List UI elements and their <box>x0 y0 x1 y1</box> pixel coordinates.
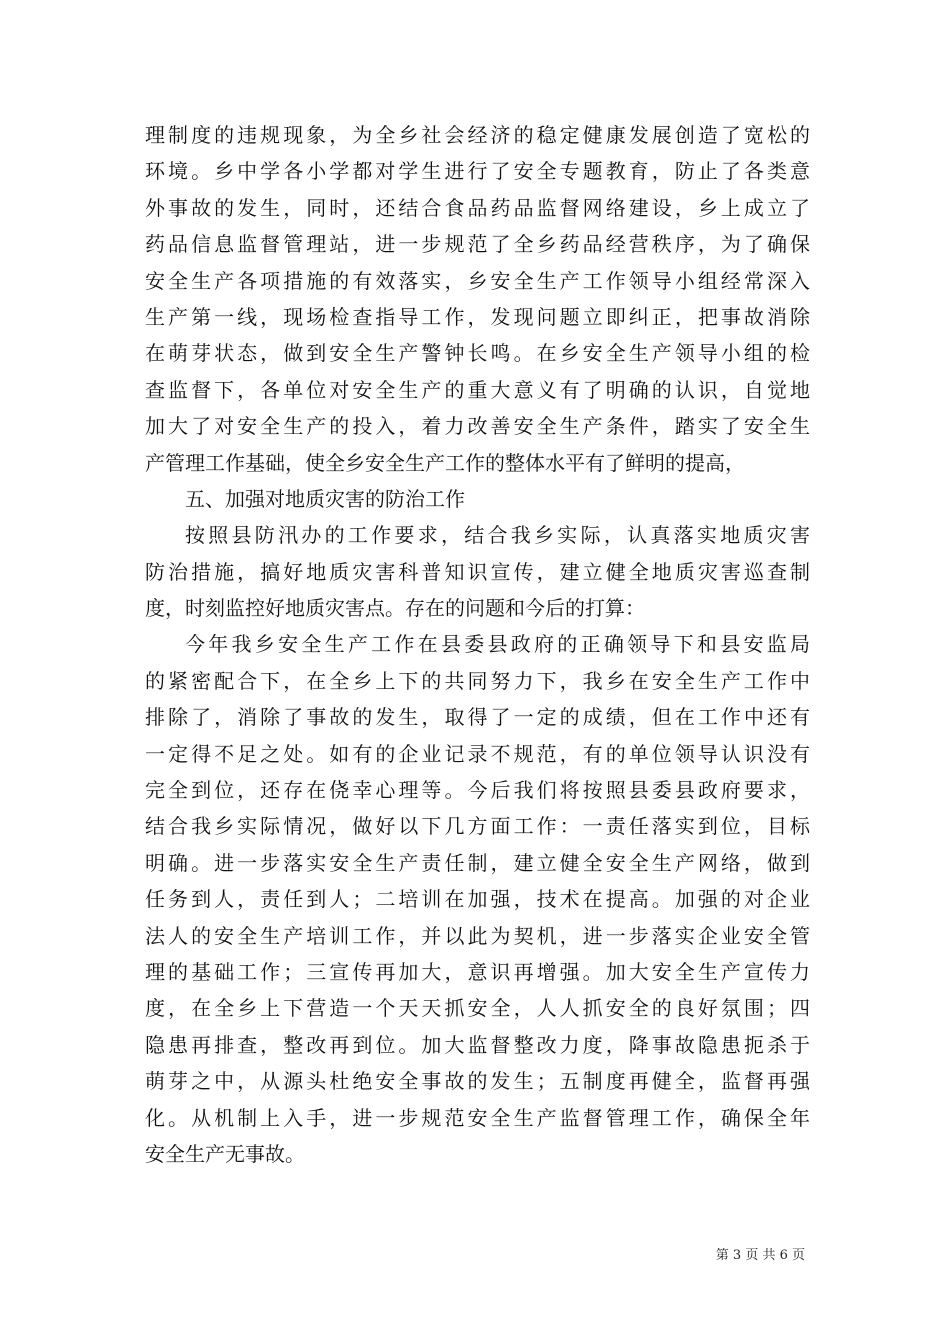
document-body <box>145 117 810 1172</box>
text-line: 外事故的发生，同时，还结合食品药品监督网络建设，乡上成立了 <box>145 195 810 220</box>
text-line: 生产第一线，现场检查指导工作，发现问题立即纠正，把事故消除 <box>145 304 810 329</box>
text-line: 任务到人，责任到人；二培训在加强，技术在提高。加强的对企业 <box>145 887 810 912</box>
paragraph-problems-and-plans <box>145 626 810 1172</box>
text-line: 化。从机制上入手，进一步规范安全生产监督管理工作，确保全年 <box>145 1105 810 1130</box>
text-line: 产管理工作基础，使全乡安全生产工作的整体水平有了鲜明的提高， <box>145 450 745 475</box>
text-line: 一定得不足之处。如有的企业记录不规范，有的单位领导认识没有 <box>145 741 810 766</box>
text-line: 排除了，消除了事故的发生，取得了一定的成绩，但在工作中还有 <box>145 705 810 730</box>
text-line: 今年我乡安全生产工作在县委县政府的正确领导下和县安监局 <box>185 632 810 657</box>
text-line: 隐患再排查，整改再到位。加大监督整改力度，降事故隐患扼杀于 <box>145 1032 810 1057</box>
text-line: 度，在全乡上下营造一个天天抓安全，人人抓安全的良好氛围；四 <box>145 996 810 1021</box>
text-line: 法人的安全生产培训工作，并以此为契机，进一步落实企业安全管 <box>145 923 810 948</box>
text-line: 五、加强对地质灾害的防治工作 <box>185 486 465 511</box>
text-line: 安全生产无事故。 <box>145 1141 305 1166</box>
text-line: 理的基础工作；三宣传再加大，意识再增强。加大安全生产宣传力 <box>145 959 810 984</box>
text-line: 按照县防汛办的工作要求，结合我乡实际，认真落实地质灾害 <box>185 523 810 548</box>
text-line: 完全到位，还存在侥幸心理等。今后我们将按照县委县政府要求， <box>145 778 810 803</box>
text-line: 的紧密配合下，在全乡上下的共同努力下，我乡在安全生产工作中 <box>145 668 810 693</box>
page-number-footer: 第 3 页 共 6 页 <box>715 1248 805 1263</box>
text-line: 度，时刻监控好地质灾害点。存在的问题和今后的打算： <box>145 596 645 621</box>
text-line: 在萌芽状态，做到安全生产警钟长鸣。在乡安全生产领导小组的检 <box>145 341 810 366</box>
paragraph-safety-supervision <box>145 117 810 481</box>
text-line: 环境。乡中学各小学都对学生进行了安全专题教育，防止了各类意 <box>145 159 810 184</box>
text-line: 加大了对安全生产的投入，着力改善安全生产条件，踏实了安全生 <box>145 414 810 439</box>
text-line: 理制度的违规现象，为全乡社会经济的稳定健康发展创造了宽松的 <box>145 123 810 147</box>
text-line: 萌芽之中，从源头杜绝安全事故的发生；五制度再健全，监督再强 <box>145 1069 810 1094</box>
text-line: 药品信息监督管理站，进一步规范了全乡药品经营秩序，为了确保 <box>145 232 810 257</box>
text-line: 安全生产各项措施的有效落实，乡安全生产工作领导小组经常深入 <box>145 268 810 293</box>
section-heading-geological-disaster <box>145 481 810 517</box>
text-line: 查监督下，各单位对安全生产的重大意义有了明确的认识，自觉地 <box>145 377 810 402</box>
text-line: 结合我乡实际情况，做好以下几方面工作：一责任落实到位，目标 <box>145 814 810 839</box>
text-line: 明确。进一步落实安全生产责任制，建立健全安全生产网络，做到 <box>145 850 810 875</box>
text-line: 防治措施，搞好地质灾害科普知识宣传，建立健全地质灾害巡查制 <box>145 559 810 584</box>
paragraph-geological-disaster <box>145 517 810 626</box>
